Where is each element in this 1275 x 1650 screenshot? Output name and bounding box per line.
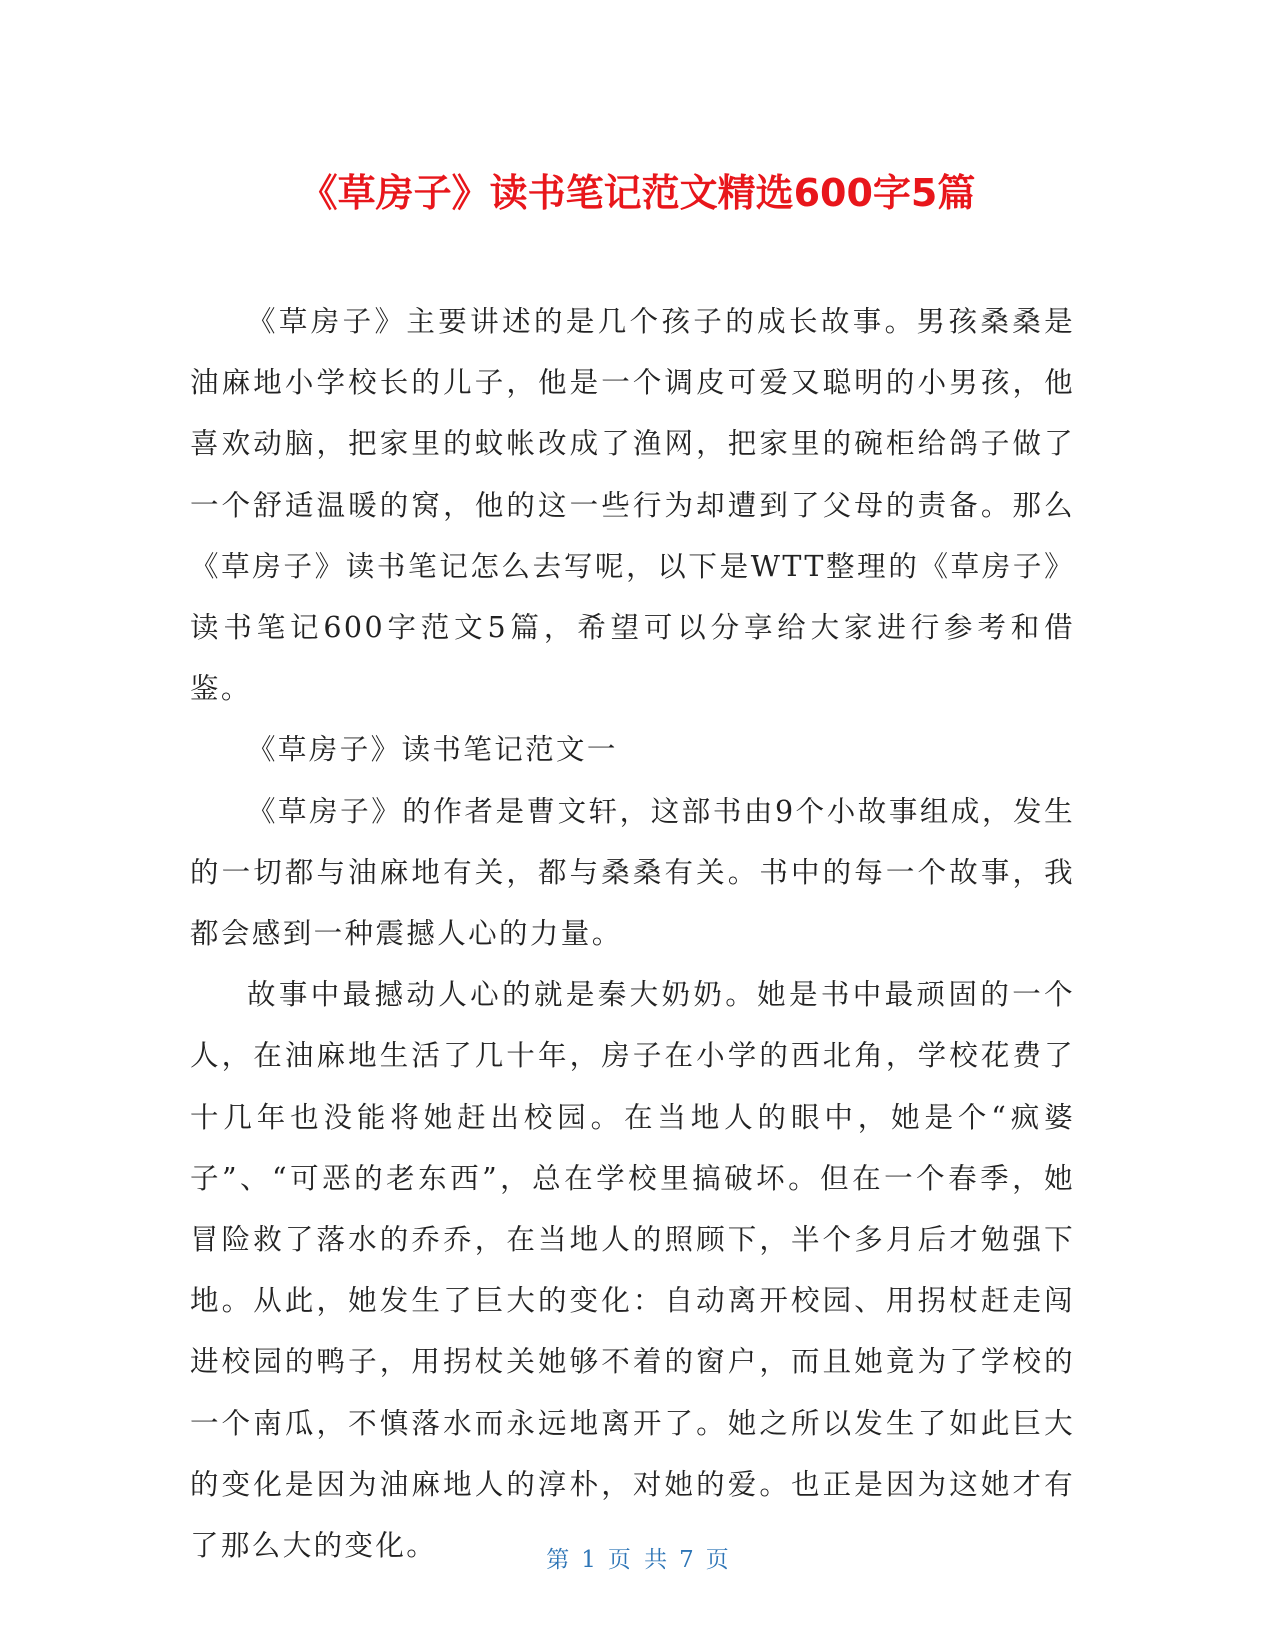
footer-label-of: 页 共: [607, 1547, 668, 1573]
document-body: [190, 291, 1075, 1576]
document-title: 《草房子》读书笔记范文精选600字5篇: [299, 171, 976, 215]
page-number-footer: [0, 1545, 1275, 1575]
footer-label-page: 第: [546, 1547, 570, 1573]
body-paragraph: 故事中最撼动人心的就是秦大奶奶。她是书中最顽固的一个人，在油麻地生活了几十年，房子在小学的西北角，学校花费了十几年也没能将她赶出校园。在当地人的眼中，她是个“疯婆子”、“可恶的老东西”，总在学校里搞破坏。但在一个春季，她冒险救了落水的乔乔，在当地人的照顾下，半个多月后才勉强下地。从此，她发生了巨大的变化：自动离开校园、用拐杖赶走闯进校园的鸭子，用拐杖关她够不着的窗户，而且她竟为了学校的一个南瓜，不慎落水而永远地离开了。她之所以发生了如此巨大的变化是因为油麻地人的淳朴，对她的爱。也正是因为这她才有了那么大的变化。: [190, 978, 1075, 1563]
intro-paragraph: 《草房子》主要讲述的是几个孩子的成长故事。男孩桑桑是油麻地小学校长的儿子，他是一个调皮可爱又聪明的小男孩，他喜欢动脑，把家里的蚊帐改成了渔网，把家里的碗柜给鸽子做了一个舒适温暖的窝，他的这一些行为却遭到了父母的责备。那么《草房子》读书笔记怎么去写呢，以下是WTT整理的《草房子》读书笔记600字范文5篇，希望可以分享给大家进行参考和借鉴。: [190, 305, 1075, 706]
footer-label-end: 页: [705, 1547, 729, 1573]
body-paragraph: 《草房子》的作者是曹文轩，这部书由9个小故事组成，发生的一切都与油麻地有关，都与桑桑有关。书中的每一个故事，我都会感到一种震撼人心的力量。: [190, 794, 1075, 951]
footer-current-page: 1: [581, 1547, 596, 1573]
footer-total-pages: 7: [679, 1547, 694, 1573]
section-heading: 《草房子》读书笔记范文一: [247, 733, 618, 767]
